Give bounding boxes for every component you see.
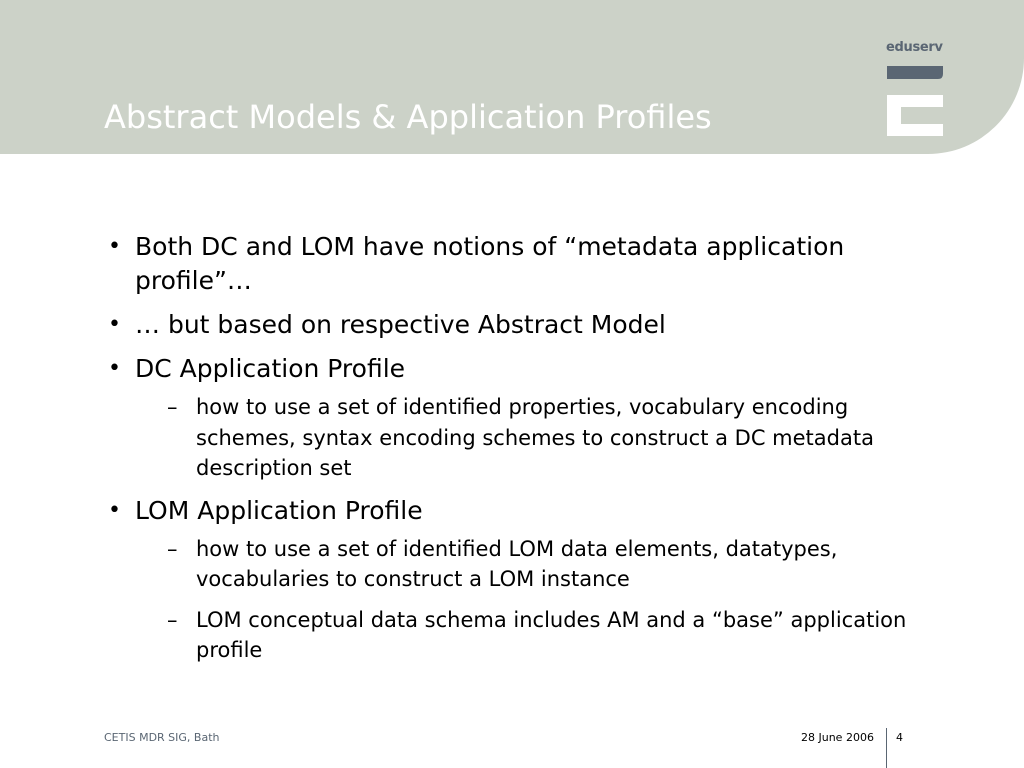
footer-divider xyxy=(886,728,887,768)
slide-title: Abstract Models & Application Profiles xyxy=(104,98,712,136)
sub-bullet-marker: – xyxy=(167,536,178,561)
bullet-text: … but based on respective Abstract Model xyxy=(135,310,666,339)
bullet-text: Both DC and LOM have notions of “metadata application profile”… xyxy=(135,232,845,295)
eduserv-logo-icon xyxy=(887,66,943,138)
footer-event: CETIS MDR SIG, Bath xyxy=(104,731,220,744)
footer-date: 28 June 2006 xyxy=(801,731,874,744)
page-number: 4 xyxy=(896,731,903,744)
bullet-item xyxy=(108,230,928,298)
bullet-marker: • xyxy=(108,312,121,337)
sub-bullet-item xyxy=(108,392,928,484)
eduserv-logo-text: eduserv xyxy=(886,40,943,55)
sub-bullet-item xyxy=(108,605,928,666)
bullet-item xyxy=(108,308,928,342)
bullet-item xyxy=(108,494,928,528)
bullet-text: LOM Application Profile xyxy=(135,495,423,525)
bullet-marker: • xyxy=(108,234,121,259)
slide-body xyxy=(108,230,928,676)
bullet-marker: • xyxy=(108,356,121,381)
sub-bullet-item xyxy=(108,534,928,595)
sub-bullet-marker: – xyxy=(167,607,178,632)
sub-bullet-text: LOM conceptual data schema includes AM and a “base” application profile xyxy=(196,607,907,662)
bullet-item xyxy=(108,352,928,386)
sub-bullet-text: how to use a set of identified LOM data elements, datatypes, vocabularies to construct a LOM instance xyxy=(196,536,838,591)
bullet-marker: • xyxy=(108,497,121,523)
bullet-text: DC Application Profile xyxy=(135,354,406,383)
sub-bullet-text: how to use a set of identified properties, vocabulary encoding schemes, syntax encoding schemes to construct a DC metadata description set xyxy=(196,395,874,480)
sub-bullet-marker: – xyxy=(167,395,178,419)
